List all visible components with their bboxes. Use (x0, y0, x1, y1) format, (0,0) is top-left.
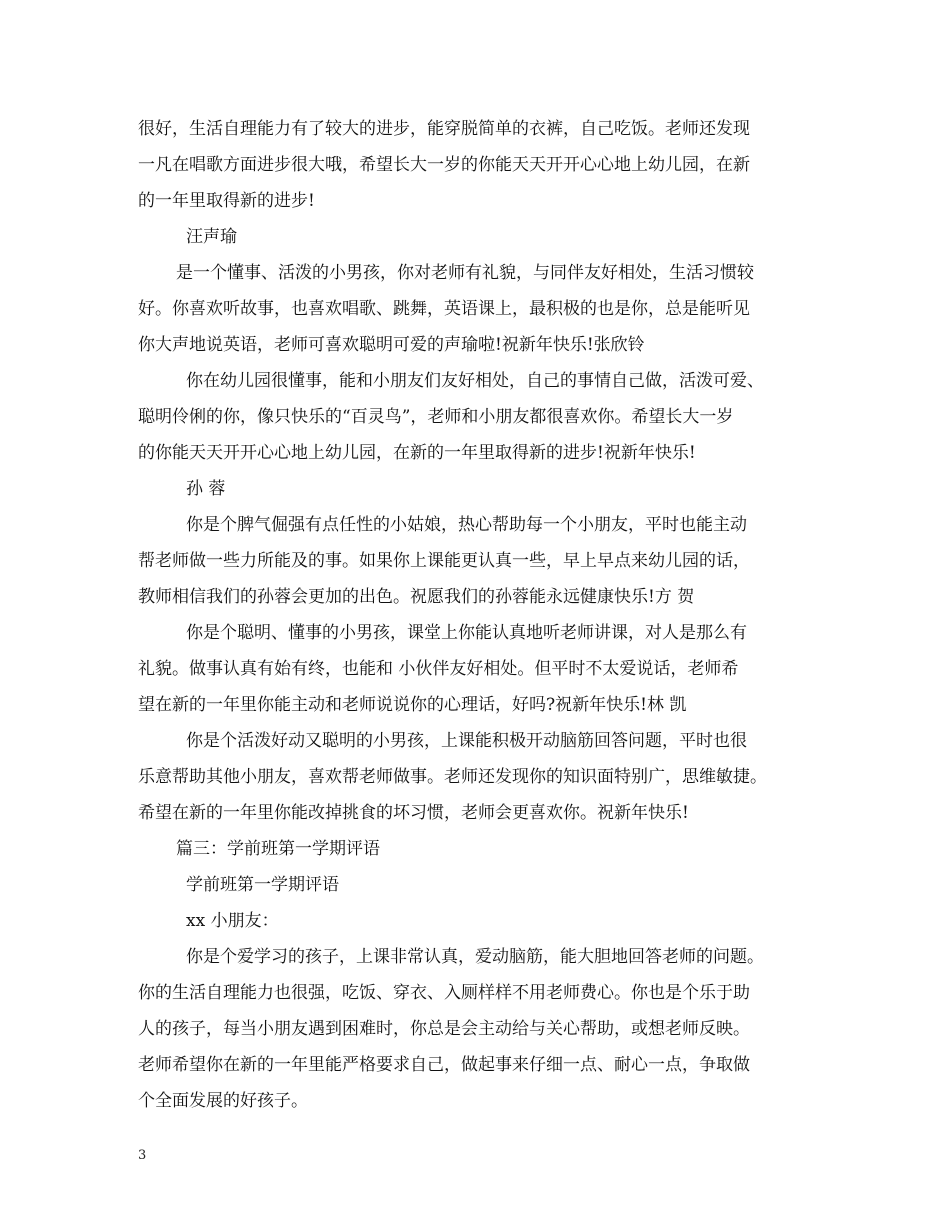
text-line: 聪明伶俐的你，像只快乐的“百灵鸟”，老师和小朋友都很喜欢你。希望长大一岁 (138, 407, 734, 427)
student-name: 汪声瑜 (186, 227, 237, 247)
text-line: 你大声地说英语，老师可喜欢聪明可爱的声瑜啦!祝新年快乐!张欣铃 (138, 335, 645, 355)
text-line: 很好，生活自理能力有了较大的进步，能穿脱简单的衣裤，自己吃饭。老师还发现 (138, 119, 750, 139)
page-number: 3 (138, 1148, 147, 1163)
text-line: 你是个爱学习的孩子，上课非常认真，爱动脑筋，能大胆地回答老师的问题。 (186, 947, 764, 967)
section-heading: 篇三：学前班第一学期评语 (176, 839, 380, 859)
text-line: 个全面发展的好孩子。 (138, 1091, 308, 1111)
text-line: 好。你喜欢听故事，也喜欢唱歌、跳舞，英语课上，最积极的也是你，总是能听见 (138, 299, 750, 319)
text-line: 你的生活自理能力也很强，吃饭、穿衣、入厕样样不用老师费心。你也是个乐于助 (138, 983, 750, 1003)
text-line: 帮老师做一些力所能及的事。如果你上课能更认真一些，早上早点来幼儿园的话， (138, 551, 750, 571)
student-name: 孙 蓉 (186, 479, 226, 499)
text-line: 是一个懂事、活泼的小男孩，你对老师有礼貌，与同伴友好相处，生活习惯较 (176, 263, 754, 283)
text-line: 的你能天天开开心心地上幼儿园，在新的一年里取得新的进步!祝新年快乐! (138, 443, 696, 463)
text-line: 老师希望你在新的一年里能严格要求自己，做起事来仔细一点、耐心一点，争取做 (138, 1055, 750, 1075)
text-line: 你是个聪明、懂事的小男孩，课堂上你能认真地听老师讲课，对人是那么有 (186, 623, 747, 643)
text-line: 一凡在唱歌方面进步很大哦，希望长大一岁的你能天天开开心心地上幼儿园，在新 (138, 155, 750, 175)
text-line: 你是个活泼好动又聪明的小男孩，上课能积极开动脑筋回答问题，平时也很 (186, 731, 747, 751)
text-line: 希望在新的一年里你能改掉挑食的坏习惯，老师会更喜欢你。祝新年快乐! (138, 803, 689, 823)
text-line: 的一年里取得新的进步! (138, 191, 315, 211)
text-line: 你是个脾气倔强有点任性的小姑娘，热心帮助每一个小朋友，平时也能主动 (186, 515, 747, 535)
text-line: 望在新的一年里你能主动和老师说说你的心理话，好吗?祝新年快乐!林 凯 (138, 695, 687, 715)
text-line: 你在幼儿园很懂事，能和小朋友们友好相处，自己的事情自己做，活泼可爱、 (186, 371, 764, 391)
text-line: 礼貌。做事认真有始有终，也能和 小伙伴友好相处。但平时不太爱说话，老师希 (138, 659, 739, 679)
text-line: 教师相信我们的孙蓉会更加的出色。祝愿我们的孙蓉能永远健康快乐!方 贺 (138, 587, 695, 607)
section-subheading: 学前班第一学期评语 (186, 875, 339, 895)
text-line: 人的孩子，每当小朋友遇到困难时，你总是会主动给与关心帮助，或想老师反映。 (138, 1019, 750, 1039)
salutation: xx 小朋友： (186, 911, 279, 931)
text-line: 乐意帮助其他小朋友，喜欢帮老师做事。老师还发现你的知识面特别广，思维敏捷。 (138, 767, 767, 787)
